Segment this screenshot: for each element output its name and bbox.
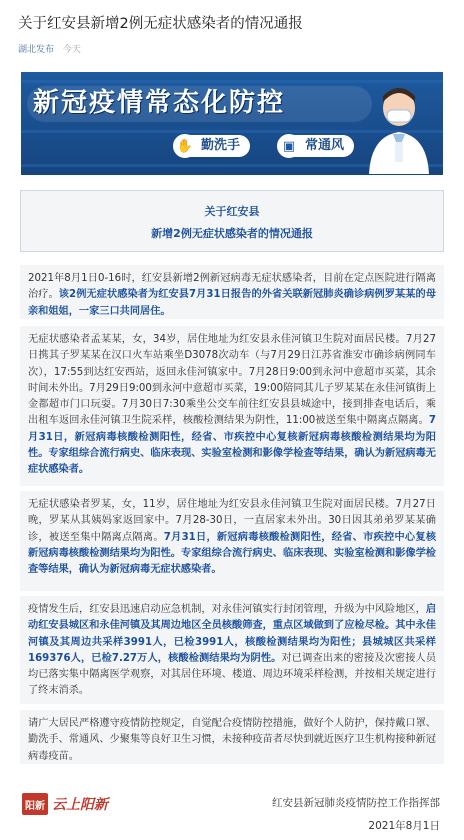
brand-logo-icon: 阳新: [22, 793, 48, 815]
case-meng-highlight: 7月31日，新冠病毒核酸检测阳性，经省、市疾控中心复核新冠病毒核酸检测结果均为阳性。专家组综合流行病史、临床表现、实验室检测和影像学检查等结果，确认为新冠病毒无症状感染者。: [28, 415, 436, 476]
notice-title-box: [20, 190, 444, 252]
paragraph-case-meng: [20, 326, 444, 486]
handwash-icon: ✋: [173, 134, 197, 158]
paragraph-advice: [20, 710, 444, 764]
response-tail: 对已调查出来的密接及次密接人员均已落实集中隔离医学观察，对其居住环境、楼道、周边环境采样检测，并按相关规定进行了终末消杀。: [28, 652, 437, 697]
case-luo-text: 无症状感染者罗某，女，11岁，居住地址为红安县永佳河镇卫生院对面居民楼。7月27日晚，罗某从其姨妈家返回家中。7月28-30日，一直居家未外出。30日因其弟弟罗某某确诊，被送至集中隔离点隔离。: [28, 499, 436, 543]
paragraph-summary: [20, 265, 444, 319]
notice-title-line1: 关于红安县: [204, 205, 260, 218]
footer-brand: [22, 792, 108, 816]
response-highlight: 启动红安县城区和永佳河镇及其周边地区全员核酸筛查，重点区域做到了应检尽检。其中永佳河镇及其周边共采样3991人，已检3991人，核酸检测结果均为阳性；县城城区共采样169376人，已检7.27万人，核酸检测结果均为阴性。: [28, 604, 436, 664]
case-meng-text: 无症状感染者孟某某，女，34岁，居住地址为红安县永佳河镇卫生院对面居民楼。7月27日携其子罗某某在汉口火车站乘坐D3078次动车（与7月29日江苏省淮安市确诊病例同车次），17:55到达红安西站，返回永佳河镇家中。7月28日9:00到永河中意超市买菜，其余时间未外出。7月29日9:00到永河中意超市买菜，19:00陪同其儿子罗某某在永佳河镇街上金都超市门口玩耍。7月30日7:30乘坐公交车前往红安县县城途中，接到排查电话后，乘出租车返回永佳河镇卫生院采样，核酸检测结果为阴性，11:00被送至集中隔离点隔离。: [28, 334, 436, 427]
brand-name: 云上阳新: [52, 797, 108, 813]
pill-ventilate-label: 常通风: [291, 135, 354, 157]
summary-text: 2021年8月1日0-16时，红安县新增2例新冠病毒无症状感染者，目前在定点医院进行隔离治疗。: [28, 273, 436, 301]
pill-handwash-label: 勤洗手: [187, 135, 250, 157]
case-luo-highlight: 7月31日，新冠病毒核酸检测阳性，经省、市疾控中心复核新冠病毒核酸检测结果均为阳性。专家组综合流行病史、临床表现、实验室检测和影像学检查等结果，确认为新冠病毒无症状感染者。: [28, 531, 437, 576]
window-icon: ▣: [277, 134, 301, 158]
notice-title-line2: 新增2例无症状感染者的情况通报: [151, 227, 313, 240]
signature: 红安县新冠肺炎疫情防控工作指挥部: [272, 797, 440, 809]
paragraph-response: [20, 596, 444, 704]
banner: [21, 72, 443, 175]
article-source-link[interactable]: 湖北发布: [18, 45, 55, 55]
article-meta: [18, 42, 81, 55]
pill-ventilate: [277, 134, 354, 158]
banner-headline: 新冠疫情常态化防控: [33, 88, 286, 118]
signature-date: 2021年8月1日: [368, 820, 440, 832]
response-text: 疫情发生后，红安县迅速启动应急机制，对永佳河镇实行封闭管理，升级为中风险地区，: [28, 604, 426, 615]
paragraph-case-luo: [20, 491, 444, 591]
article-title: 关于红安县新增2例无症状感染者的情况通报: [18, 16, 303, 32]
doctor-illustration: [359, 78, 437, 174]
article-time: 今天: [62, 45, 81, 55]
advice-text: 请广大居民严格遵守疫情防控规定，自觉配合疫情防控措施，做好个人防护，保持戴口罩、勤洗手、常通风、少聚集等良好卫生习惯，未接种疫苗者尽快到就近医疗卫生机构接种新冠病毒疫苗。: [28, 718, 436, 762]
summary-highlight: 该2例无症状感染者为红安县7月31日报告的外省关联新冠肺炎确诊病例罗某某的母亲和姐姐，一家三口共同居住。: [28, 289, 437, 317]
pill-handwash: [173, 134, 250, 158]
